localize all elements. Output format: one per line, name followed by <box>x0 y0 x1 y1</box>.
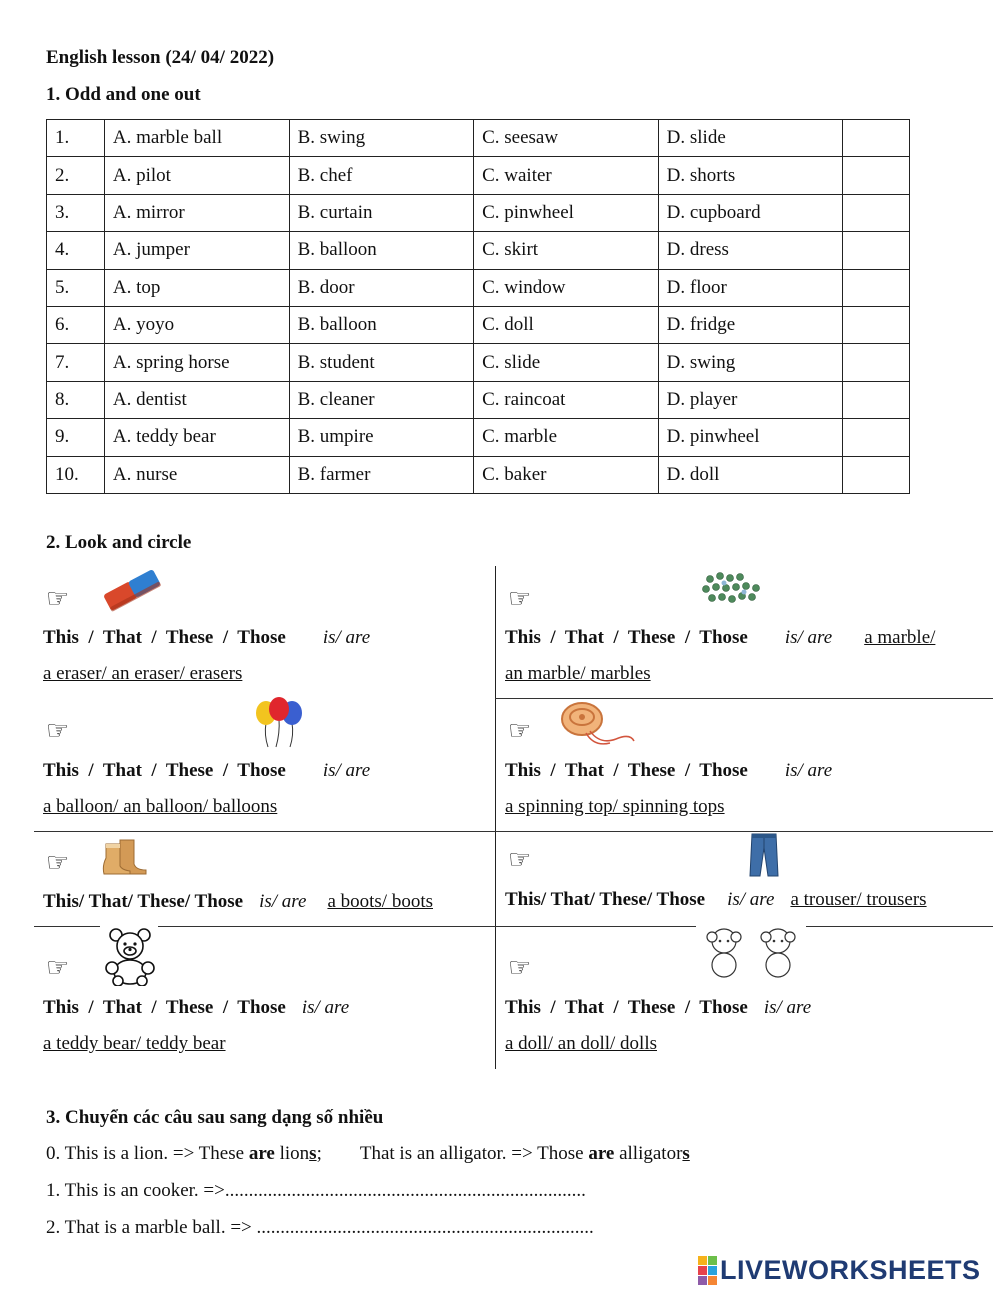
question-2[interactable]: 2. That is a marble ball. => ....................................................................... <box>46 1217 594 1238</box>
pointing-hand-icon: ☞ <box>46 848 70 877</box>
grid-divider-3b <box>158 926 696 927</box>
choice-sentence-5 <box>43 891 433 913</box>
odd-row <box>47 120 910 157</box>
verb-choice[interactable]: is/ are <box>322 627 371 648</box>
choice-sentence-3 <box>43 760 370 782</box>
question-number: 3. <box>47 194 105 231</box>
verb-choice[interactable]: is/ are <box>727 889 775 910</box>
liveworksheets-logo[interactable] <box>698 1255 981 1286</box>
answer-cell[interactable] <box>843 157 910 194</box>
option-b[interactable]: B. umpire <box>289 419 474 456</box>
grid-divider-2 <box>34 831 993 832</box>
demonstrative-choice[interactable]: This / That / These / Those <box>505 627 748 648</box>
option-b[interactable]: B. chef <box>289 157 474 194</box>
option-d[interactable]: D. doll <box>658 456 843 493</box>
example-text: lion <box>274 1143 310 1164</box>
noun-choice[interactable]: a balloon/ an balloon/ balloons <box>43 796 278 817</box>
grid-divider-3a <box>34 926 100 927</box>
answer-cell[interactable] <box>843 232 910 269</box>
verb-choice[interactable]: is/ are <box>784 627 833 648</box>
option-c[interactable]: C. marble <box>474 419 659 456</box>
question-number: 1. <box>47 120 105 157</box>
verb-choice[interactable]: is/ are <box>784 760 833 781</box>
verb-choice[interactable]: is/ are <box>301 997 350 1018</box>
odd-row <box>47 419 910 456</box>
answer-cell[interactable] <box>843 381 910 418</box>
spinning-top-icon <box>560 697 638 747</box>
option-d[interactable]: D. player <box>658 381 843 418</box>
example-bold-suffix: s <box>682 1143 690 1164</box>
pointing-hand-icon: ☞ <box>46 584 70 613</box>
option-c[interactable]: C. window <box>474 269 659 306</box>
option-d[interactable]: D. dress <box>658 232 843 269</box>
example-text: 0. This is a lion. => These <box>46 1143 249 1164</box>
demonstrative-choice[interactable]: This / That / These / Those <box>43 997 286 1018</box>
noun-choice[interactable]: a doll/ an doll/ dolls <box>505 1033 657 1054</box>
noun-choice-inline[interactable]: a marble/ <box>864 627 936 648</box>
odd-row <box>47 381 910 418</box>
verb-choice[interactable]: is/ are <box>322 760 371 781</box>
pointing-hand-icon: ☞ <box>508 845 532 874</box>
choice-sentence-1 <box>43 627 370 649</box>
answer-cell[interactable] <box>843 456 910 493</box>
grid-divider-3c <box>806 926 993 927</box>
option-b[interactable]: B. farmer <box>289 456 474 493</box>
example-bold-suffix: s <box>309 1143 317 1164</box>
option-c[interactable]: C. pinwheel <box>474 194 659 231</box>
odd-row <box>47 232 910 269</box>
demonstrative-choice[interactable]: This / That / These / Those <box>505 997 748 1018</box>
demonstrative-choice[interactable]: This/ That/ These/ Those <box>505 889 706 910</box>
demonstrative-choice[interactable]: This / That / These / Those <box>43 760 286 781</box>
pointing-hand-icon: ☞ <box>46 953 70 982</box>
option-a[interactable]: A. dentist <box>104 381 289 418</box>
option-d[interactable]: D. swing <box>658 344 843 381</box>
pointing-hand-icon: ☞ <box>46 716 70 745</box>
option-a[interactable]: A. marble ball <box>104 120 289 157</box>
option-d[interactable]: D. pinwheel <box>658 419 843 456</box>
worksheet-title: English lesson (24/ 04/ 2022) <box>46 47 275 68</box>
option-c[interactable]: C. waiter <box>474 157 659 194</box>
answer-cell[interactable] <box>843 306 910 343</box>
odd-row <box>47 157 910 194</box>
example-text: That is an alligator. => Those <box>359 1143 589 1164</box>
noun-choice[interactable]: a spinning top/ spinning tops <box>505 796 725 817</box>
choice-sentence-2 <box>505 627 935 649</box>
option-a[interactable]: A. jumper <box>104 232 289 269</box>
balloons-icon <box>252 697 306 749</box>
grid-vertical-divider <box>495 566 496 1069</box>
eraser-icon <box>100 567 164 613</box>
marbles-icon <box>700 571 764 607</box>
trousers-icon <box>748 832 780 878</box>
choice-sentence-7 <box>43 997 349 1019</box>
question-number: 7. <box>47 344 105 381</box>
question-number: 4. <box>47 232 105 269</box>
option-a[interactable]: A. spring horse <box>104 344 289 381</box>
option-d[interactable]: D. cupboard <box>658 194 843 231</box>
question-number: 6. <box>47 306 105 343</box>
example-sentence <box>46 1143 690 1165</box>
noun-choice[interactable]: a teddy bear/ teddy bear <box>43 1033 226 1054</box>
pointing-hand-icon: ☞ <box>508 716 532 745</box>
noun-choice[interactable]: a boots/ boots <box>327 891 433 912</box>
verb-choice[interactable]: is/ are <box>259 891 307 912</box>
noun-choice[interactable]: a eraser/ an eraser/ erasers <box>43 663 243 684</box>
option-b[interactable]: B. cleaner <box>289 381 474 418</box>
answer-cell[interactable] <box>843 194 910 231</box>
section1-heading: 1. Odd and one out <box>46 84 201 105</box>
question-number: 5. <box>47 269 105 306</box>
option-c[interactable]: C. slide <box>474 344 659 381</box>
option-c[interactable]: C. baker <box>474 456 659 493</box>
answer-cell[interactable] <box>843 269 910 306</box>
question-number: 8. <box>47 381 105 418</box>
odd-row <box>47 194 910 231</box>
option-b[interactable]: B. swing <box>289 120 474 157</box>
pointing-hand-icon: ☞ <box>508 584 532 613</box>
verb-choice[interactable]: is/ are <box>763 997 812 1018</box>
odd-row <box>47 344 910 381</box>
question-number: 10. <box>47 456 105 493</box>
example-bold: are <box>248 1143 275 1164</box>
odd-row <box>47 456 910 493</box>
option-d[interactable]: D. shorts <box>658 157 843 194</box>
example-text: alligator <box>614 1143 683 1164</box>
question-1[interactable]: 1. This is an cooker. =>............................................................................ <box>46 1180 586 1201</box>
answer-cell[interactable] <box>843 344 910 381</box>
odd-row <box>47 306 910 343</box>
option-b[interactable]: B. door <box>289 269 474 306</box>
pointing-hand-icon: ☞ <box>508 953 532 982</box>
option-a[interactable]: A. pilot <box>104 157 289 194</box>
choice-sentence-8 <box>505 997 811 1019</box>
option-b[interactable]: B. curtain <box>289 194 474 231</box>
option-b[interactable]: B. balloon <box>289 306 474 343</box>
option-a[interactable]: A. yoyo <box>104 306 289 343</box>
answer-cell[interactable] <box>843 120 910 157</box>
logo-text: LIVEWORKSHEETS <box>720 1255 981 1285</box>
odd-row <box>47 269 910 306</box>
demonstrative-choice[interactable]: This / That / These / Those <box>505 760 748 781</box>
option-a[interactable]: A. teddy bear <box>104 419 289 456</box>
teddy-bear-icon <box>104 928 156 986</box>
answer-cell[interactable] <box>843 419 910 456</box>
option-a[interactable]: A. nurse <box>104 456 289 493</box>
option-d[interactable]: D. floor <box>658 269 843 306</box>
demonstrative-choice[interactable]: This / That / These / Those <box>43 627 286 648</box>
choice-sentence-6 <box>505 889 927 911</box>
section3-heading: 3. Chuyển các câu sau sang dạng số nhiều <box>46 1107 384 1128</box>
odd-one-out-table <box>46 119 910 494</box>
option-c[interactable]: C. seesaw <box>474 120 659 157</box>
option-c[interactable]: C. skirt <box>474 232 659 269</box>
question-number: 2. <box>47 157 105 194</box>
example-bold: are <box>588 1143 615 1164</box>
section2-heading: 2. Look and circle <box>46 532 192 553</box>
question-number: 9. <box>47 419 105 456</box>
option-d[interactable]: D. fridge <box>658 306 843 343</box>
boots-icon <box>100 836 150 876</box>
choice-sentence-4 <box>505 760 832 782</box>
option-d[interactable]: D. slide <box>658 120 843 157</box>
example-text: ; <box>316 1143 322 1164</box>
option-a[interactable]: A. mirror <box>104 194 289 231</box>
option-b[interactable]: B. student <box>289 344 474 381</box>
demonstrative-choice[interactable]: This/ That/ These/ Those <box>43 891 244 912</box>
option-b[interactable]: B. balloon <box>289 232 474 269</box>
option-c[interactable]: C. raincoat <box>474 381 659 418</box>
logo-blocks-icon <box>698 1256 717 1285</box>
dolls-icon <box>698 927 806 981</box>
noun-choice[interactable]: an marble/ marbles <box>505 663 651 684</box>
option-a[interactable]: A. top <box>104 269 289 306</box>
option-c[interactable]: C. doll <box>474 306 659 343</box>
noun-choice[interactable]: a trouser/ trousers <box>790 889 927 910</box>
